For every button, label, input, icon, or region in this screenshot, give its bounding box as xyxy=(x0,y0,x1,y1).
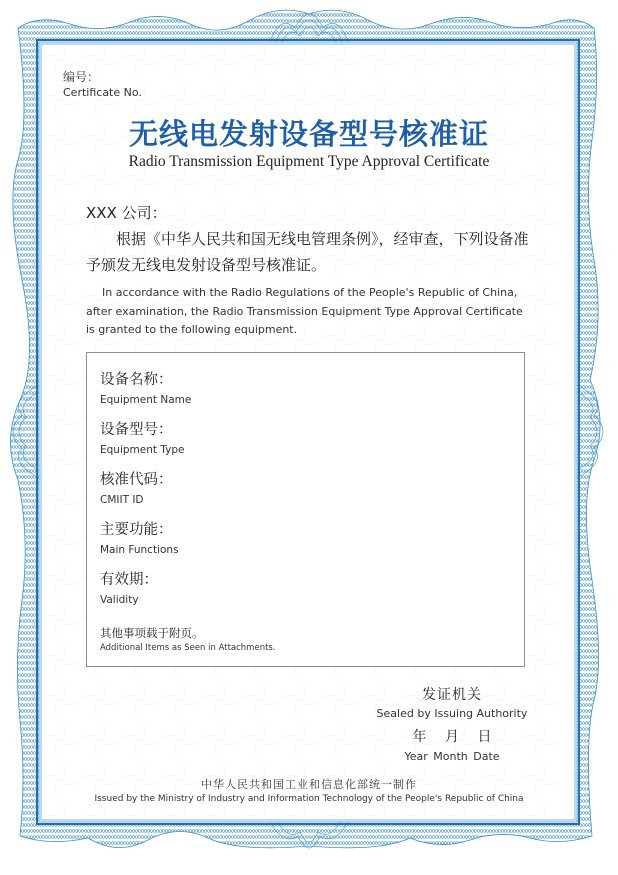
field-label-cn: 主要功能： xyxy=(100,522,173,538)
certificate-title-cn: 无线电发射设备型号核准证 xyxy=(128,117,489,151)
issuer-ministry-en: Issued by the Ministry of Industry and Information Technology of the People's Republic of China xyxy=(94,794,524,804)
issuer-ministry-cn: 中华人民共和国工业和信息化部统一制作 xyxy=(201,778,417,791)
issuing-authority-en: Sealed by Issuing Authority xyxy=(376,707,528,720)
issuing-authority-cn: 发证机关 xyxy=(422,687,482,703)
field-label-en: CMIIT ID xyxy=(100,494,144,506)
field-label-cn: 设备型号： xyxy=(100,422,173,438)
field-label-en: Equipment Name xyxy=(100,394,192,406)
certificate-number-label-cn: 编号： xyxy=(63,70,100,84)
addressee-company: XXX 公司： xyxy=(86,204,167,222)
attachment-note-en: Additional Items as Seen in Attachments. xyxy=(100,643,276,653)
attachment-note-cn: 其他事项载于附页。 xyxy=(100,626,204,640)
issue-date-cn: 年 月 日 xyxy=(412,729,492,745)
field-equipment-type xyxy=(100,421,184,457)
certificate-number-label-en: Certificate No. xyxy=(63,86,142,99)
field-label-cn: 核准代码： xyxy=(100,472,173,488)
equipment-info-box xyxy=(86,352,525,667)
field-validity xyxy=(100,571,158,607)
field-cmiit-id xyxy=(100,471,173,507)
field-label-en: Equipment Type xyxy=(100,444,185,456)
field-label-en: Validity xyxy=(100,594,139,606)
approval-statement-en: In accordance with the Radio Regulations of the People's Republic of China, after examination, the Radio Transmission Equipment Type Approval Certificate is granted to the following equipment. xyxy=(86,286,523,336)
field-label-en: Main Functions xyxy=(100,544,179,556)
approval-statement-cn: 根据《中华人民共和国无线电管理条例》，经审查，下列设备准予颁发无线电发射设备型号核准证。 xyxy=(86,230,529,274)
issue-date-en: Year Month Date xyxy=(404,750,500,763)
field-label-cn: 有效期： xyxy=(100,572,158,588)
field-label-cn: 设备名称： xyxy=(100,372,173,388)
certificate-title-en: Radio Transmission Equipment Type Approval Certificate xyxy=(128,153,490,170)
field-equipment-name xyxy=(100,371,191,407)
field-main-functions xyxy=(100,521,179,557)
